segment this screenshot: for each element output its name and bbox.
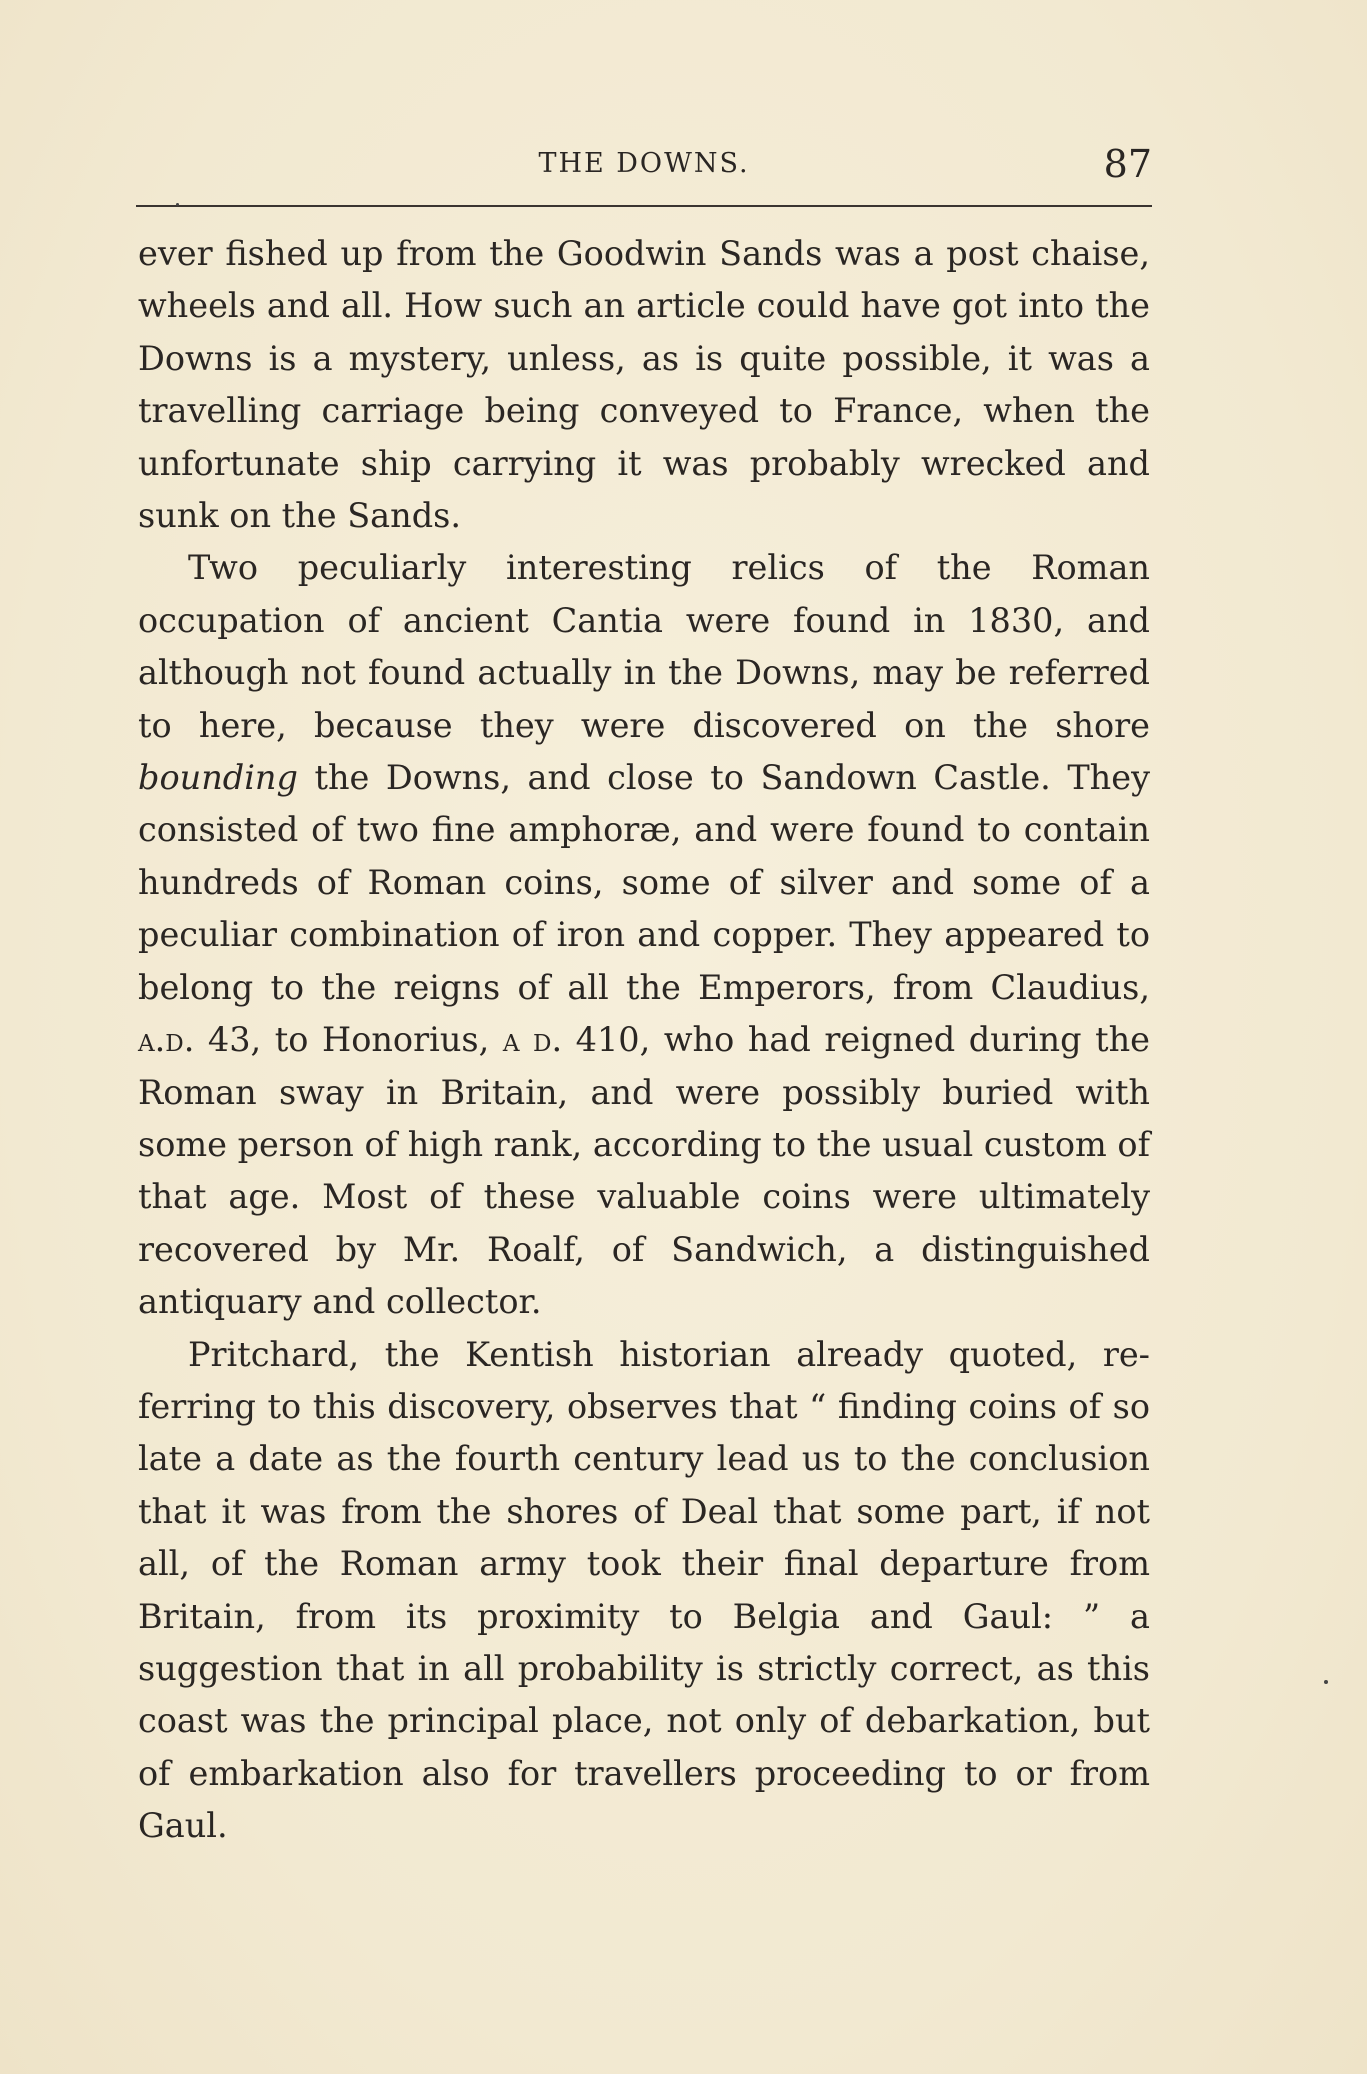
paragraph-2-part-c: 43, to Honorius, [194,1020,503,1060]
page-header [136,142,1152,198]
body-text [138,228,1150,1853]
paragraph-2-part-d: 410, who had reigned during the Roman sway in Britain, and were possibly buried with some person of high rank, according to the usual custom of that age. Most of these valuable coins were ultimately recovered by Mr. Roalf, of Sandwich, a distinguished antiquary and collector. [138,1020,1150,1322]
header-rule [136,205,1152,207]
emphasis-bounding: bounding [138,758,298,798]
paper-speck [176,203,179,206]
paragraph-3: Pritchard, the Kentish historian already quoted, referring to this discovery, observes that “ finding coins of so late a date as the fourth century lead us to the conclusion that it was from the shores of Deal that some part, if not all, of the Roman army took their final departure from Britain, from its proximity to Belgia and Gaul: ” a suggestion that in all probability is strictly correct, as this coast was the principal place, not only of debarkation, but of embarkation also for travellers proceeding to or from Gaul. [138,1334,1150,1846]
paragraph-2 [138,542,1150,1328]
era-abbreviation: a.d. [138,1020,195,1060]
page-number: 87 [1103,142,1152,186]
paragraph-2-part-a: Two peculiarly interesting relics of the Roman occupation of ancient Cantia were found in 1830, and although not found actually in the Downs, may be referred to here, because they were discovered on the shore [138,548,1150,745]
era-abbreviation: a d. [502,1020,563,1060]
paragraph-1: ever fished up from the Goodwin Sands was a post chaise, wheels and all. How such an article could have got into the Downs is a mystery, unless, as is quite possible, it was a travelling carriage being conveyed to France, when the unfortunate ship carrying it was probably wrecked and sunk on the Sands. [138,234,1150,536]
paper-speck [1324,1680,1328,1684]
paragraph-2-part-b: the Downs, and close to Sandown Castle. They consisted of two fine amphoræ, and were found to contain hundreds of Roman coins, some of silver and some of a peculiar combination of iron and copper. They appeared to belong to the reigns of all the Emperors, from Claudius, [138,758,1150,1007]
running-title: THE DOWNS. [538,148,750,179]
